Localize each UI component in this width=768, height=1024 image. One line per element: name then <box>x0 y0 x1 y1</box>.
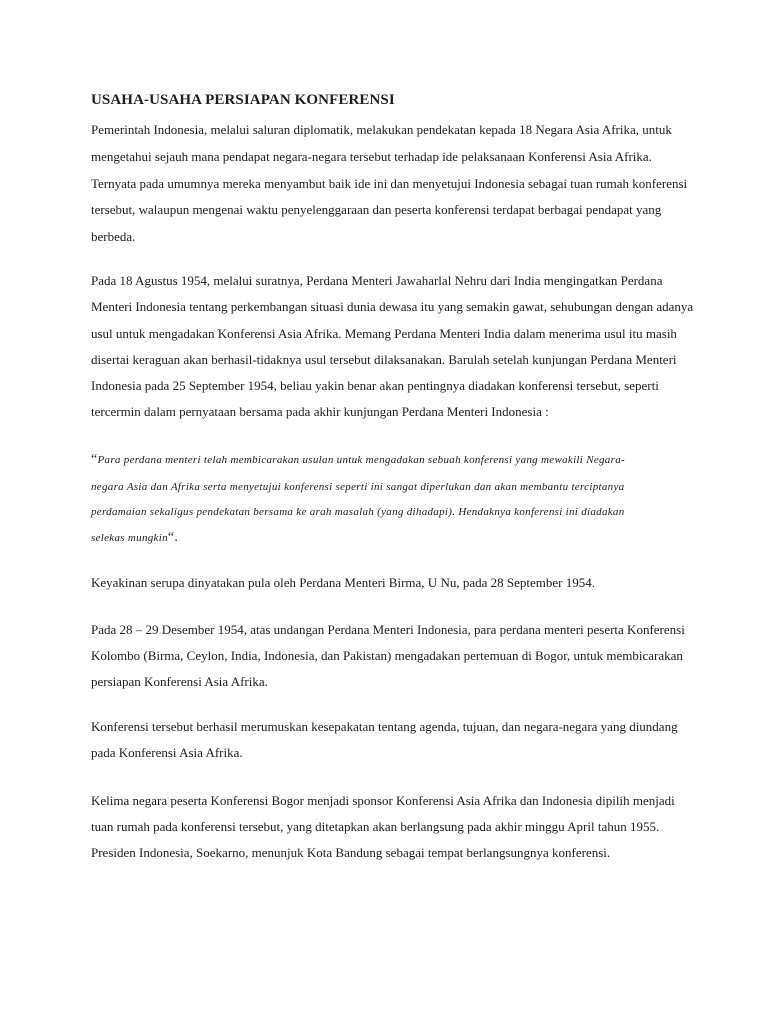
paragraph-2-line-5: Indonesia pada 25 September 1954, beliau yakin benar akan pentingnya diadakan konferensi tersebut, seperti <box>91 378 659 393</box>
paragraph-6-line-3: Presiden Indonesia, Soekarno, menunjuk Kota Bandung sebagai tempat berlangsungnya konferensi. <box>91 845 611 860</box>
paragraph-2-line-6: tercermin dalam pernyataan bersama pada akhir kunjungan Perdana Menteri Indonesia : <box>91 404 549 419</box>
paragraph-4-line-1: Pada 28 – 29 Desember 1954, atas undangan Perdana Menteri Indonesia, para perdana menteri peserta Konferensi <box>91 622 685 637</box>
paragraph-4-line-3: persiapan Konferensi Asia Afrika. <box>91 674 268 689</box>
paragraph-1-line-4: tersebut, walaupun mengenai waktu penyelenggaraan dan peserta konferensi terdapat berbagai pendapat yang <box>91 202 662 217</box>
quote-line-1 <box>91 452 625 468</box>
paragraph-6-line-2: tuan rumah pada konferensi tersebut, yang ditetapkan akan berlangsung pada akhir minggu April tahun 1955. <box>91 819 660 834</box>
quote-open-mark: “ <box>91 452 98 467</box>
paragraph-4-line-2: Kolombo (Birma, Ceylon, India, Indonesia, dan Pakistan) mengadakan pertemuan di Bogor, untuk membicarakan <box>91 648 683 663</box>
paragraph-5-line-2: pada Konferensi Asia Afrika. <box>91 745 243 760</box>
paragraph-1-line-1: Pemerintah Indonesia, melalui saluran diplomatik, melakukan pendekatan kepada 18 Negara Asia Afrika, untuk <box>91 122 672 137</box>
quote-line-3: perdamaian sekaligus pendekatan bersama ke arah masalah (yang dihadapi). Hendaknya konferensi ini diadakan <box>91 506 625 518</box>
document-heading: USAHA-USAHA PERSIAPAN KONFERENSI <box>91 92 395 108</box>
quote-line-4-text: selekas mungkin <box>91 532 168 544</box>
paragraph-1-line-3: Ternyata pada umumnya mereka menyambut baik ide ini dan menyetujui Indonesia sebagai tuan rumah konferensi <box>91 176 688 191</box>
paragraph-1-line-2: mengetahui sejauh mana pendapat negara-negara tersebut terhadap ide pelaksanaan Konferensi Asia Afrika. <box>91 149 652 164</box>
paragraph-1-line-5: berbeda. <box>91 229 136 244</box>
paragraph-2-line-2: Menteri Indonesia tentang perkembangan situasi dunia dewasa itu yang semakin gawat, sehubungan dengan adanya <box>91 299 694 314</box>
quote-line-4 <box>91 530 178 546</box>
quote-close-mark: “. <box>167 530 179 545</box>
quote-line-2: negara Asia dan Afrika serta menyetujui konferensi seperti ini sangat diperlukan dan akan membantu terciptanya <box>91 481 625 493</box>
paragraph-2-line-1: Pada 18 Agustus 1954, melalui suratnya, Perdana Menteri Jawaharlal Nehru dari India mengingatkan Perdana <box>91 273 663 288</box>
paragraph-6-line-1: Kelima negara peserta Konferensi Bogor menjadi sponsor Konferensi Asia Afrika dan Indonesia dipilih menjadi <box>91 793 675 808</box>
quote-line-1-text: Para perdana menteri telah membicarakan usulan untuk mengadakan sebuah konferensi yang mewakili Negara- <box>97 454 625 466</box>
paragraph-3-line-1: Keyakinan serupa dinyatakan pula oleh Perdana Menteri Birma, U Nu, pada 28 September 1954. <box>91 575 595 590</box>
paragraph-2-line-4: disertai keraguan akan berhasil-tidaknya usul tersebut dilaksanakan. Barulah setelah kunjungan Perdana Menteri <box>91 352 677 367</box>
paragraph-2-line-3: usul untuk mengadakan Konferensi Asia Afrika. Memang Perdana Menteri India dalam menerima usul itu masih <box>91 326 677 341</box>
paragraph-5-line-1: Konferensi tersebut berhasil merumuskan kesepakatan tentang agenda, tujuan, dan negara-negara yang diundang <box>91 719 678 734</box>
